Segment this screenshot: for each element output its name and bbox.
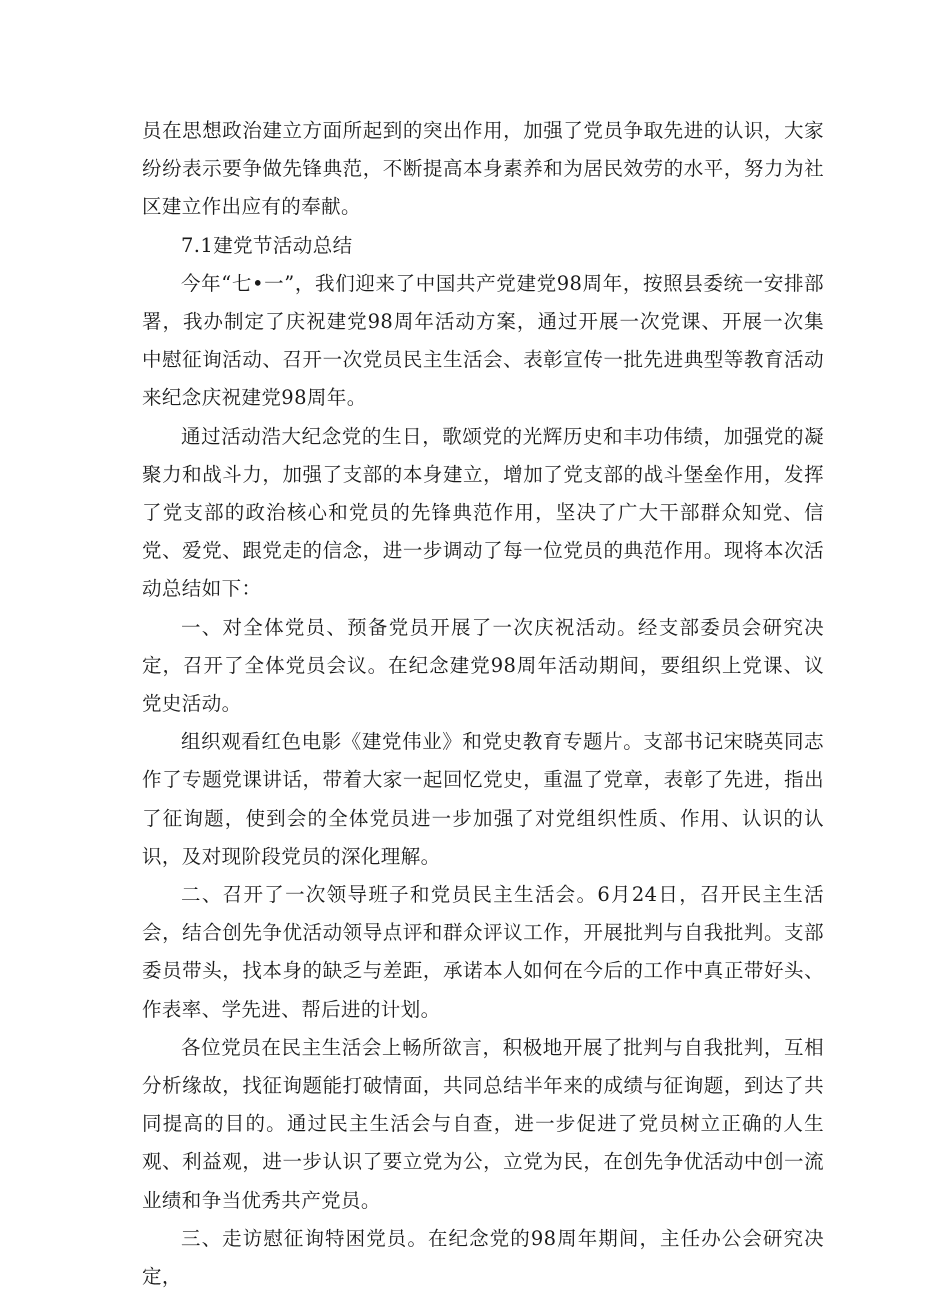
paragraph-criticism: 各位党员在民主生活会上畅所欲言，积极地开展了批判与自我批判，互相分析缘故，找征询题能打破情面，共同总结半年来的成绩与征询题，到达了共同提高的目的。通过民主生活会与自查，进一步促进了党员树立正确的人生观、利益观，进一步认识了要立党为公，立党为民，在创先争优活动中创一流业绩和争当优秀共产党员。 [142, 1035, 824, 1212]
paragraph-intro: 今年“七•一”，我们迎来了中国共产党建党98周年，按照县委统一安排部署，我办制定了庆祝建党98周年活动方案，通过开展一次党课、开展一次集中慰征询活动、召开一次党员民主生活会、表彰宣传一批先进典型等教育活动来纪念庆祝建党98周年。 [142, 271, 824, 410]
paragraph-continuation: 员在思想政治建立方面所起到的突出作用，加强了党员争取先进的认识，大家纷纷表示要争做先锋典范，不断提高本身素养和为居民效劳的水平，努力为社区建立作出应有的奉献。 [142, 119, 824, 219]
section-title: 7.1建党节活动总结 [181, 233, 353, 257]
paragraph-film-viewing: 组织观看红色电影《建党伟业》和党史教育专题片。支部书记宋晓英同志作了专题党课讲话，带着大家一起回忆党史，重温了党章，表彰了先进，指出了征询题，使到会的全体党员进一步加强了对党组织性质、作用、认识的认识，及对现阶段党员的深化理解。 [142, 730, 824, 868]
paragraph-item-three: 三、走访慰征询特困党员。在纪念党的98周年期间，主任办公会研究决定， [142, 1226, 824, 1289]
paragraph-item-one: 一、对全体党员、预备党员开展了一次庆祝活动。经支部委员会研究决定，召开了全体党员会议。在纪念建党98周年活动期间，要组织上党课、议党史活动。 [142, 615, 824, 716]
document-body [142, 112, 824, 1296]
paragraph-purpose: 通过活动浩大纪念党的生日，歌颂党的光辉历史和丰功伟绩，加强党的凝聚力和战斗力，加强了支部的本身建立，增加了党支部的战斗堡垒作用，发挥了党支部的政治核心和党员的先锋典范作用，坚决了广大干部群众知党、信党、爱党、跟党走的信念，进一步调动了每一位党员的典范作用。现将本次活动总结如下： [142, 424, 824, 601]
paragraph-item-two: 二、召开了一次领导班子和党员民主生活会。6月24日，召开民主生活会，结合创先争优活动领导点评和群众评议工作，开展批判与自我批判。支部委员带头，找本身的缺乏与差距，承诺本人如何在今后的工作中真正带好头、作表率、学先进、帮后进的计划。 [142, 883, 824, 1021]
